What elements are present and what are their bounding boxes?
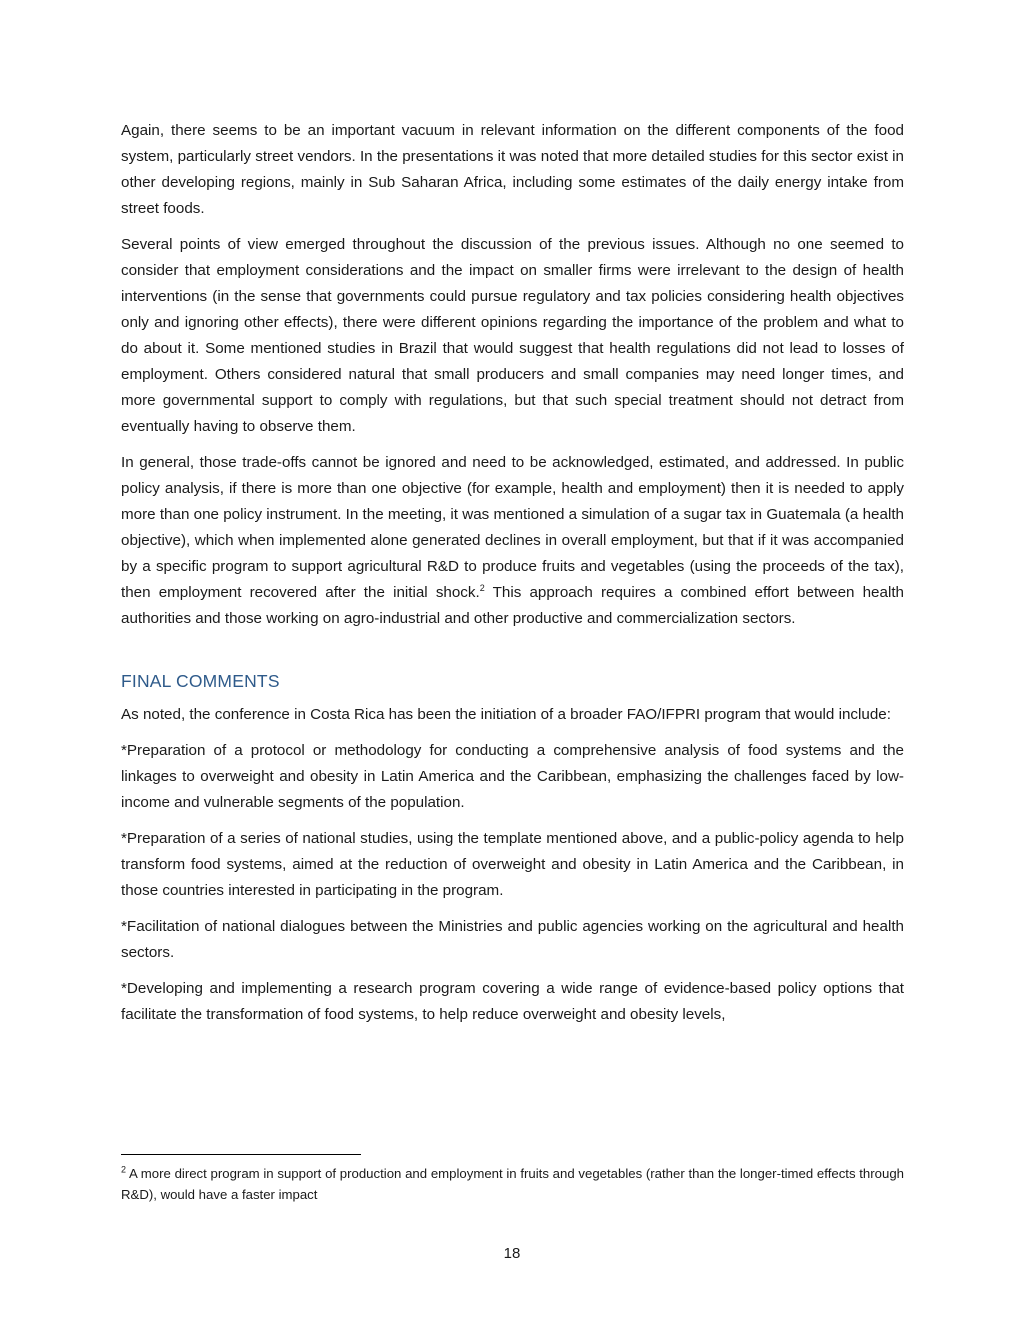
footnote-reference: 2 xyxy=(479,582,485,593)
paragraph-national-dialogues: *Facilitation of national dialogues between the Ministries and public agencies working on the agricultural and health sectors. xyxy=(121,918,904,961)
paragraph-trade-offs-continuation: This approach requires a combined effort between health authorities and those working on agro-industrial and other productive and commercialization sectors. xyxy=(121,584,904,627)
paragraph-points-of-view: Several points of view emerged throughout the discussion of the previous issues. Although no one seemed to consider that employment considerations and the impact on smaller firms were irrelevant to the design of health interventions (in the sense that governments could pursue regulatory and tax policies considering health objectives only and ignoring other effects), there were different opinions regarding the importance of the problem and what to do about it. Some mentioned studies in Brazil that would suggest that health regulations did not lead to losses of employment. Others considered natural that small producers and small companies may need longer times, and more governmental support to comply with regulations, but that such special treatment should not detract from eventually having to observe them. xyxy=(121,236,904,435)
footnote-marker: 2 xyxy=(121,1164,127,1175)
paragraph-trade-offs-text: In general, those trade-offs cannot be ignored and need to be acknowledged, estimated, and addressed. In public policy analysis, if there is more than one objective (for example, health and employment) then it is needed to apply more than one policy instrument. In the meeting, it was mentioned a simulation of a sugar tax in Guatemala (a health objective), which when implemented alone generated declines in overall employment, but that if it was accompanied by a specific program to support agricultural R&D to produce fruits and vegetables (using the proceeds of the tax), then employment recovered after the initial shock. xyxy=(121,454,904,601)
paragraph-conference-intro: As noted, the conference in Costa Rica has been the initiation of a broader FAO/IFPRI program that would include: xyxy=(121,706,891,723)
section-heading-final-comments: FINAL COMMENTS xyxy=(121,671,280,691)
document-body xyxy=(121,118,904,1038)
paragraph-street-vendors: Again, there seems to be an important vacuum in relevant information on the different components of the food system, particularly street vendors. In the presentations it was noted that more detailed studies for this sector exist in other developing regions, mainly in Sub Saharan Africa, including some estimates of the daily energy intake from street foods. xyxy=(121,122,904,217)
footnote-text: A more direct program in support of production and employment in fruits and vegetables (rather than the longer-timed effects through R&D), would have a faster impact xyxy=(121,1166,904,1202)
paragraph-research-program: *Developing and implementing a research program covering a wide range of evidence-based policy options that facilitate the transformation of food systems, to help reduce overweight and obesity levels, xyxy=(121,980,904,1023)
footnote xyxy=(121,1163,904,1205)
paragraph-national-studies: *Preparation of a series of national studies, using the template mentioned above, and a public-policy agenda to help transform food systems, aimed at the reduction of overweight and obesity in Latin America and the Caribbean, in those countries interested in participating in the program. xyxy=(121,830,904,899)
paragraph-trade-offs xyxy=(121,450,904,632)
footnote-divider xyxy=(121,1154,361,1155)
page-number: 18 xyxy=(503,1245,521,1262)
paragraph-protocol: *Preparation of a protocol or methodology for conducting a comprehensive analysis of food systems and the linkages to overweight and obesity in Latin America and the Caribbean, emphasizing the challenges faced by low-income and vulnerable segments of the population. xyxy=(121,742,904,811)
